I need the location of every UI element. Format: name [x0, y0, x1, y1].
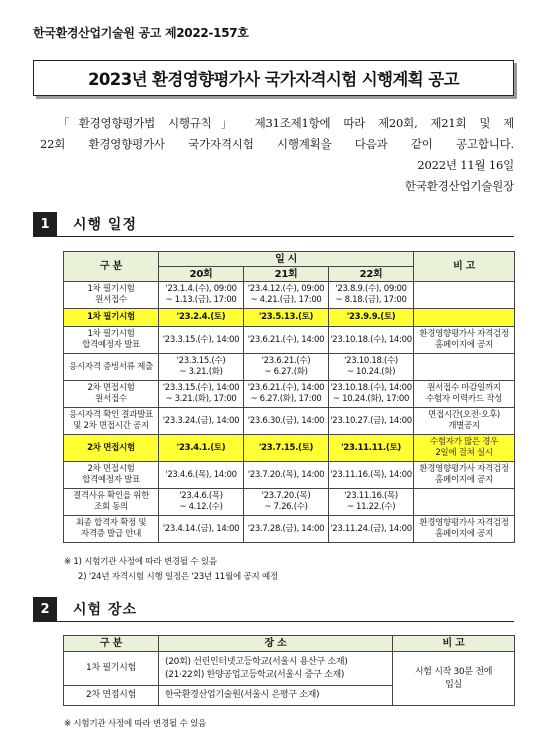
round-21-date: '23.7.28.(금), 14:00 — [244, 516, 329, 543]
venue-remark: 시험 시작 30분 전에 입실 — [393, 652, 515, 706]
round-21-date: '23.6.21.(수), 14:00 ~ 6.27.(화), 17:00 — [244, 381, 329, 408]
row-remark — [414, 354, 515, 381]
header-round-21: 21회 — [244, 267, 329, 282]
venue-row-label: 2차 면접시험 — [64, 686, 159, 706]
venue-note: ※ 시험기관 사정에 따라 변경될 수 있음 — [64, 719, 207, 729]
table-row — [64, 381, 515, 408]
header-round-22: 22회 — [329, 267, 414, 282]
round-20-date: '23.2.4.(토) — [159, 309, 244, 327]
row-remark: 원서접수 마감일까지 수험자 이력카드 작성 — [414, 381, 515, 408]
row-remark: 수험자가 많은 경우 2일에 걸쳐 실시 — [414, 435, 515, 462]
row-remark — [414, 309, 515, 327]
section-2-number: 2 — [33, 597, 57, 621]
venue-table — [63, 635, 515, 706]
table-row — [64, 652, 515, 686]
round-22-date: '23.11.16.(목) ~ 11.22.(수) — [329, 489, 414, 516]
venue-place: 한국환경산업기술원(서울시 은평구 소재) — [159, 686, 393, 706]
round-21-date: '23.7.20.(목) ~ 7.26.(수) — [244, 489, 329, 516]
notice-number: 한국환경산업기술원 공고 제2022-157호 — [33, 26, 249, 40]
section-1-heading — [33, 212, 514, 236]
round-21-date: '23.7.20.(목), 14:00 — [244, 462, 329, 489]
section-1-title: 시행 일정 — [73, 217, 137, 233]
venue-place: (20회) 선린인터넷고등학교(서울시 용산구 소재) (21·22회) 한양공업고등학교(서울시 중구 소재) — [159, 652, 393, 686]
round-21-date: '23.5.13.(토) — [244, 309, 329, 327]
row-remark: 환경영향평가사 자격검정 홈페이지에 공지 — [414, 462, 515, 489]
table-row — [64, 516, 515, 543]
round-20-date: '23.4.6.(목), 14:00 — [159, 462, 244, 489]
row-remark — [414, 282, 515, 309]
venue-header-place: 장 소 — [159, 636, 393, 652]
header-category: 구 분 — [64, 252, 159, 282]
venue-header-category: 구 분 — [64, 636, 159, 652]
round-21-date: '23.4.12.(수), 09:00 ~ 4.21.(금), 17:00 — [244, 282, 329, 309]
round-21-date: '23.6.21.(수), 14:00 — [244, 327, 329, 354]
round-22-date: '23.10.27.(금), 14:00 — [329, 408, 414, 435]
row-label: 결격사유 확인을 위한 조회 동의 — [64, 489, 159, 516]
table-row — [64, 462, 515, 489]
header-round-20: 20회 — [159, 267, 244, 282]
table-row — [64, 408, 515, 435]
table-row — [64, 489, 515, 516]
round-20-date: '23.3.15.(수), 14:00 ~ 3.21.(화), 17:00 — [159, 381, 244, 408]
round-20-date: '23.1.4.(수), 09:00 ~ 1.13.(금), 17:00 — [159, 282, 244, 309]
intro-line-1: 「환경영향평가법 시행규칙」 제31조제1항에 따라 제20회, 제21회 및 제 — [58, 116, 514, 130]
schedule-note-1: ※ 1) 시험기관 사정에 따라 변경될 수 있음 — [64, 557, 217, 567]
row-remark: 면접시간(오전·오후) 개별공지 — [414, 408, 515, 435]
row-remark — [414, 489, 515, 516]
round-20-date: '23.4.14.(금), 14:00 — [159, 516, 244, 543]
section-1-divider — [33, 236, 514, 237]
row-remark: 환경영향평가사 자격검정 홈페이지에 공지 — [414, 516, 515, 543]
round-20-date: '23.4.6.(목) ~ 4.12.(수) — [159, 489, 244, 516]
round-22-date: '23.8.9.(수), 09:00 ~ 8.18.(금), 17:00 — [329, 282, 414, 309]
round-22-date: '23.9.9.(토) — [329, 309, 414, 327]
row-label: 2차 면접시험 원서접수 — [64, 381, 159, 408]
intro-paragraph — [40, 113, 514, 197]
round-22-date: '23.10.18.(수) ~ 10.24.(화) — [329, 354, 414, 381]
section-1-number: 1 — [33, 212, 57, 236]
intro-line-2: 22회 환경영향평가사 국가자격시험 시행계획을 다음과 같이 공고합니다. — [40, 137, 514, 151]
table-row — [64, 354, 515, 381]
round-22-date: '23.11.11.(토) — [329, 435, 414, 462]
row-label: 최종 합격자 확정 및 자격증 발급 안내 — [64, 516, 159, 543]
round-21-date: '23.6.21.(수) ~ 6.27.(화) — [244, 354, 329, 381]
table-row — [64, 327, 515, 354]
row-remark: 환경영향평가사 자격검정 홈페이지에 공지 — [414, 327, 515, 354]
title-box — [33, 60, 514, 96]
row-label: 응시자격 확인 결과발표 및 2차 면접시간 공지 — [64, 408, 159, 435]
round-22-date: '23.10.18.(수), 14:00 ~ 10.24.(화), 17:00 — [329, 381, 414, 408]
section-2-title: 시험 장소 — [73, 602, 137, 618]
table-row — [64, 309, 515, 327]
round-22-date: '23.10.18.(수), 14:00 — [329, 327, 414, 354]
page-title: 2023년 환경영향평가사 국가자격시험 시행계획 공고 — [88, 70, 459, 89]
round-22-date: '23.11.24.(금), 14:00 — [329, 516, 414, 543]
venue-header-remarks: 비 고 — [393, 636, 515, 652]
round-20-date: '23.3.15.(수), 14:00 — [159, 327, 244, 354]
header-remarks: 비 고 — [414, 252, 515, 282]
round-22-date: '23.11.16.(목), 14:00 — [329, 462, 414, 489]
row-label: 2차 면접시험 — [64, 435, 159, 462]
row-label: 1차 필기시험 원서접수 — [64, 282, 159, 309]
row-label: 1차 필기시험 합격예정자 발표 — [64, 327, 159, 354]
announcing-org: 한국환경산업기술원장 — [404, 179, 514, 193]
venue-row-label: 1차 필기시험 — [64, 652, 159, 686]
table-row — [64, 435, 515, 462]
row-label: 응시자격 증빙서류 제출 — [64, 354, 159, 381]
section-2-divider — [33, 621, 514, 622]
round-20-date: '23.3.15.(수) ~ 3.21.(화) — [159, 354, 244, 381]
round-21-date: '23.7.15.(토) — [244, 435, 329, 462]
announce-date: 2022년 11월 16일 — [417, 158, 514, 172]
round-20-date: '23.4.1.(토) — [159, 435, 244, 462]
row-label: 1차 필기시험 — [64, 309, 159, 327]
section-2-heading — [33, 597, 514, 621]
round-20-date: '23.3.24.(금), 14:00 — [159, 408, 244, 435]
row-label: 2차 면접시험 합격예정자 발표 — [64, 462, 159, 489]
round-21-date: '23.6.30.(금), 14:00 — [244, 408, 329, 435]
table-row — [64, 282, 515, 309]
header-dates: 일 시 — [159, 252, 414, 267]
schedule-table — [63, 251, 515, 543]
schedule-note-2: 2) '24년 자격시험 시행 일정은 '23년 11월에 공지 예정 — [78, 572, 279, 582]
